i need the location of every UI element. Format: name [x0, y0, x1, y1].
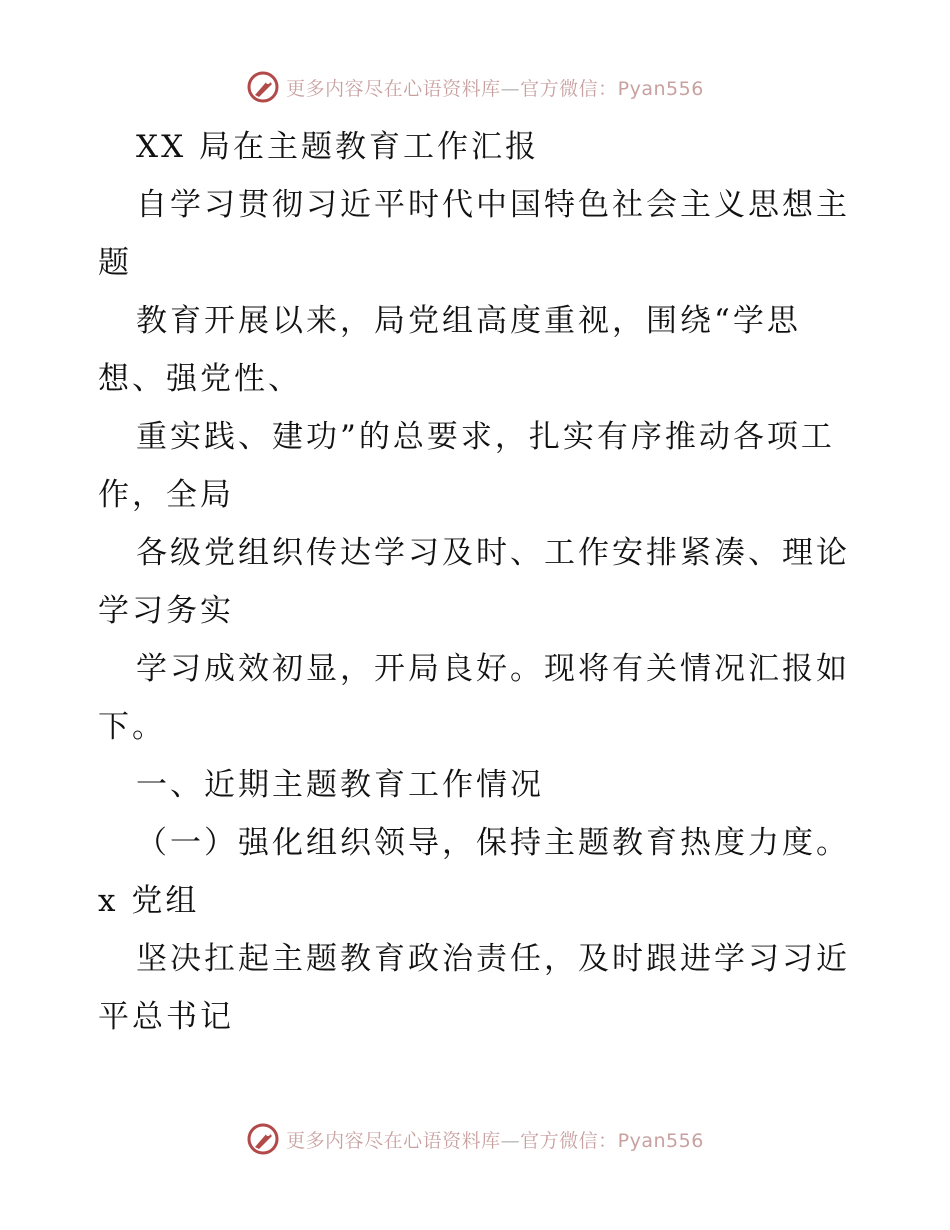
- document-body: [98, 118, 858, 1046]
- banner-text: [286, 74, 704, 101]
- banner-separator: —: [500, 1129, 521, 1152]
- paragraph-line: 自学习贯彻习近平时代中国特色社会主义思想主题: [98, 187, 850, 281]
- paragraph-line: 重实践、建功”的总要求，扎实有序推动各项工作，全局: [98, 419, 835, 513]
- footer-watermark-banner: [0, 1122, 950, 1156]
- banner-text-red: 更多内容尽在心语资料库: [286, 1129, 501, 1152]
- document-title: XX 局在主题教育工作汇报: [136, 129, 539, 165]
- header-watermark-banner: [0, 70, 950, 104]
- banner-text-wechat: 官方微信：Pyan556: [520, 1129, 704, 1152]
- section-heading: 一、近期主题教育工作情况: [136, 767, 544, 803]
- paragraph-line: 教育开展以来，局党组高度重视，围绕“学思想、强党性、: [98, 303, 801, 397]
- pen-nib-logo-icon: [246, 70, 280, 104]
- paragraph-line: 各级党组织传达学习及时、工作安排紧凑、理论学习务实: [98, 535, 850, 629]
- paragraph-line: 坚决扛起主题教育政治责任，及时跟进学习习近平总书记: [98, 941, 850, 1035]
- subsection-heading: （一）强化组织领导，保持主题教育热度力度。x 党组: [98, 825, 850, 919]
- banner-text-red: 更多内容尽在心语资料库: [286, 77, 501, 100]
- pen-nib-logo-icon: [246, 1122, 280, 1156]
- banner-text-wechat: 官方微信：Pyan556: [520, 77, 704, 100]
- paragraph-line: 学习成效初显，开局良好。现将有关情况汇报如下。: [98, 651, 850, 745]
- banner-text: [286, 1126, 704, 1153]
- banner-separator: —: [500, 77, 521, 100]
